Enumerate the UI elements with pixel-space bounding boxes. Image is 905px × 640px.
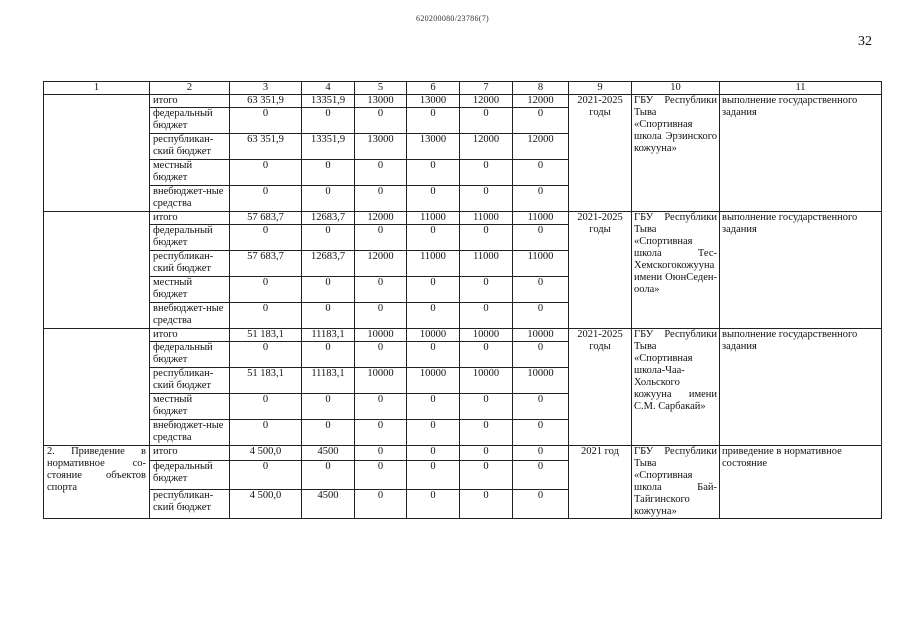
amount-cell: 11000 <box>513 212 569 225</box>
amount-cell: 11000 <box>460 251 513 277</box>
amount-cell: 0 <box>230 225 302 251</box>
header-cell: 9 <box>569 82 632 95</box>
amount-cell: 0 <box>407 225 460 251</box>
amount-cell: 0 <box>407 460 460 489</box>
amount-cell: 4500 <box>302 489 355 518</box>
amount-cell: 0 <box>230 342 302 368</box>
amount-cell: 0 <box>460 277 513 303</box>
funding-source-cell: внебюджет-ные средства <box>150 303 230 329</box>
amount-cell: 0 <box>407 342 460 368</box>
amount-cell: 0 <box>513 160 569 186</box>
period-cell: 2021-2025 годы <box>569 329 632 446</box>
header-cell: 11 <box>720 82 882 95</box>
executor-cell: ГБУ Республики Тыва «Спортивная школа Тес-Хемскогокожууна имени ОюнСеден-оола» <box>632 212 720 329</box>
amount-cell: 0 <box>407 394 460 420</box>
amount-cell: 10000 <box>460 329 513 342</box>
table-row <box>44 212 882 225</box>
amount-cell: 12000 <box>355 212 407 225</box>
header-cell: 8 <box>513 82 569 95</box>
amount-cell: 13000 <box>407 95 460 108</box>
funding-source-cell: местный бюджет <box>150 277 230 303</box>
header-cell: 10 <box>632 82 720 95</box>
amount-cell: 0 <box>407 489 460 518</box>
amount-cell: 57 683,7 <box>230 251 302 277</box>
funding-source-cell: республикан-ский бюджет <box>150 251 230 277</box>
amount-cell: 0 <box>513 394 569 420</box>
measure-cell <box>44 329 150 446</box>
funding-source-cell: федеральный бюджет <box>150 108 230 134</box>
funding-source-cell: итого <box>150 95 230 108</box>
amount-cell: 63 351,9 <box>230 134 302 160</box>
amount-cell: 0 <box>407 303 460 329</box>
header-cell: 6 <box>407 82 460 95</box>
amount-cell: 11183,1 <box>302 329 355 342</box>
amount-cell: 0 <box>302 420 355 446</box>
funding-source-cell: федеральный бюджет <box>150 342 230 368</box>
funding-source-cell: республикан-ский бюджет <box>150 368 230 394</box>
amount-cell: 0 <box>513 420 569 446</box>
amount-cell: 0 <box>460 108 513 134</box>
amount-cell: 0 <box>230 277 302 303</box>
header-cell: 4 <box>302 82 355 95</box>
page-number: 32 <box>858 34 872 49</box>
amount-cell: 12000 <box>513 134 569 160</box>
amount-cell: 0 <box>355 108 407 134</box>
amount-cell: 12683,7 <box>302 251 355 277</box>
funding-source-cell: местный бюджет <box>150 394 230 420</box>
amount-cell: 0 <box>513 460 569 489</box>
amount-cell: 11000 <box>460 212 513 225</box>
amount-cell: 13000 <box>355 134 407 160</box>
amount-cell: 4 500,0 <box>230 446 302 461</box>
executor-cell: ГБУ Республики Тыва «Спортивная школа Эрзинского кожууна» <box>632 95 720 212</box>
funding-source-cell: итого <box>150 212 230 225</box>
amount-cell: 0 <box>513 225 569 251</box>
amount-cell: 51 183,1 <box>230 368 302 394</box>
amount-cell: 0 <box>355 277 407 303</box>
table-row <box>44 446 882 461</box>
amount-cell: 13351,9 <box>302 134 355 160</box>
measure-cell <box>44 212 150 329</box>
amount-cell: 0 <box>513 489 569 518</box>
amount-cell: 0 <box>460 186 513 212</box>
amount-cell: 0 <box>460 303 513 329</box>
amount-cell: 12000 <box>460 134 513 160</box>
amount-cell: 4500 <box>302 446 355 461</box>
amount-cell: 10000 <box>407 329 460 342</box>
amount-cell: 0 <box>513 186 569 212</box>
amount-cell: 0 <box>302 303 355 329</box>
funding-source-cell: федеральный бюджет <box>150 225 230 251</box>
header-cell: 2 <box>150 82 230 95</box>
funding-source-cell: внебюджет-ные средства <box>150 186 230 212</box>
amount-cell: 0 <box>355 460 407 489</box>
amount-cell: 0 <box>302 277 355 303</box>
amount-cell: 13000 <box>407 134 460 160</box>
amount-cell: 0 <box>302 160 355 186</box>
amount-cell: 0 <box>355 489 407 518</box>
executor-cell: ГБУ Республики Тыва «Спортивная школа Бай-Тайгинского кожууна» <box>632 446 720 519</box>
funding-source-cell: внебюджет-ные средства <box>150 420 230 446</box>
amount-cell: 0 <box>230 160 302 186</box>
amount-cell: 10000 <box>513 329 569 342</box>
header-cell: 5 <box>355 82 407 95</box>
amount-cell: 0 <box>407 420 460 446</box>
amount-cell: 0 <box>230 460 302 489</box>
result-cell: выполнение государственного задания <box>720 329 882 446</box>
header-cell: 3 <box>230 82 302 95</box>
amount-cell: 10000 <box>355 368 407 394</box>
funding-source-cell: итого <box>150 446 230 461</box>
amount-cell: 12000 <box>513 95 569 108</box>
amount-cell: 0 <box>230 186 302 212</box>
amount-cell: 0 <box>230 303 302 329</box>
result-cell: выполнение государственного задания <box>720 95 882 212</box>
amount-cell: 0 <box>355 160 407 186</box>
amount-cell: 0 <box>407 277 460 303</box>
amount-cell: 0 <box>302 108 355 134</box>
result-cell: выполнение государственного задания <box>720 212 882 329</box>
amount-cell: 0 <box>407 186 460 212</box>
document-id: 620200080/23786(7) <box>416 14 489 23</box>
budget-table <box>43 81 882 519</box>
measure-cell: 2. Приведение в нормативное со-стояние объектов спорта <box>44 446 150 519</box>
amount-cell: 0 <box>355 225 407 251</box>
amount-cell: 12000 <box>460 95 513 108</box>
funding-source-cell: итого <box>150 329 230 342</box>
amount-cell: 0 <box>302 394 355 420</box>
funding-source-cell: федеральный бюджет <box>150 460 230 489</box>
table-row <box>44 95 882 108</box>
table-row <box>44 329 882 342</box>
amount-cell: 0 <box>513 277 569 303</box>
amount-cell: 0 <box>460 394 513 420</box>
measure-cell <box>44 95 150 212</box>
amount-cell: 12000 <box>355 251 407 277</box>
amount-cell: 0 <box>355 394 407 420</box>
amount-cell: 10000 <box>355 329 407 342</box>
period-cell: 2021-2025 годы <box>569 212 632 329</box>
amount-cell: 0 <box>460 225 513 251</box>
funding-source-cell: республикан-ский бюджет <box>150 134 230 160</box>
amount-cell: 0 <box>302 342 355 368</box>
amount-cell: 0 <box>355 342 407 368</box>
amount-cell: 0 <box>513 303 569 329</box>
amount-cell: 0 <box>302 225 355 251</box>
period-cell: 2021 год <box>569 446 632 519</box>
funding-source-cell: местный бюджет <box>150 160 230 186</box>
amount-cell: 0 <box>407 108 460 134</box>
executor-cell: ГБУ Республики Тыва «Спортивная школа-Чаа-Хольского кожууна имени С.М. Сарбакай» <box>632 329 720 446</box>
amount-cell: 0 <box>355 446 407 461</box>
amount-cell: 11000 <box>407 251 460 277</box>
amount-cell: 10000 <box>460 368 513 394</box>
amount-cell: 0 <box>460 446 513 461</box>
amount-cell: 0 <box>230 108 302 134</box>
amount-cell: 51 183,1 <box>230 329 302 342</box>
amount-cell: 0 <box>355 303 407 329</box>
period-cell: 2021-2025 годы <box>569 95 632 212</box>
header-cell: 1 <box>44 82 150 95</box>
amount-cell: 0 <box>302 186 355 212</box>
amount-cell: 0 <box>407 446 460 461</box>
amount-cell: 12683,7 <box>302 212 355 225</box>
amount-cell: 57 683,7 <box>230 212 302 225</box>
result-cell: приведение в нормативное состояние <box>720 446 882 519</box>
amount-cell: 0 <box>513 446 569 461</box>
amount-cell: 11000 <box>407 212 460 225</box>
amount-cell: 11183,1 <box>302 368 355 394</box>
amount-cell: 0 <box>355 420 407 446</box>
amount-cell: 63 351,9 <box>230 95 302 108</box>
amount-cell: 0 <box>513 342 569 368</box>
amount-cell: 0 <box>460 342 513 368</box>
amount-cell: 13000 <box>355 95 407 108</box>
amount-cell: 0 <box>460 420 513 446</box>
amount-cell: 0 <box>460 489 513 518</box>
amount-cell: 11000 <box>513 251 569 277</box>
funding-source-cell: республикан-ский бюджет <box>150 489 230 518</box>
amount-cell: 0 <box>460 460 513 489</box>
header-cell: 7 <box>460 82 513 95</box>
amount-cell: 0 <box>460 160 513 186</box>
amount-cell: 0 <box>230 394 302 420</box>
table-header-row <box>44 82 882 95</box>
amount-cell: 13351,9 <box>302 95 355 108</box>
amount-cell: 4 500,0 <box>230 489 302 518</box>
amount-cell: 0 <box>407 160 460 186</box>
amount-cell: 0 <box>230 420 302 446</box>
amount-cell: 0 <box>513 108 569 134</box>
amount-cell: 10000 <box>513 368 569 394</box>
amount-cell: 10000 <box>407 368 460 394</box>
amount-cell: 0 <box>355 186 407 212</box>
amount-cell: 0 <box>302 460 355 489</box>
